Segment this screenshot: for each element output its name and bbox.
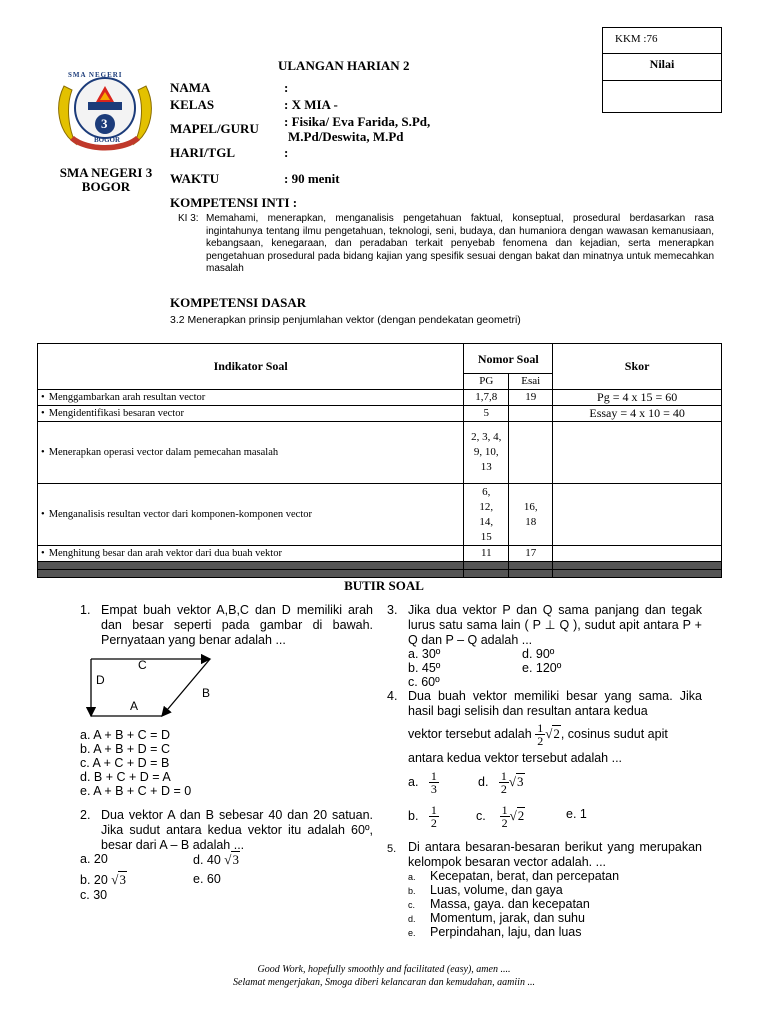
- q3-option-a[interactable]: a. 30º: [408, 647, 441, 661]
- kkm-box: [602, 27, 722, 113]
- skor-cell: [553, 546, 722, 562]
- table-row: [38, 484, 722, 546]
- q3-number: 3.: [387, 603, 398, 617]
- fraction-half: [500, 804, 510, 829]
- mapel-value-2: M.Pd/Deswita, M.Pd: [288, 129, 404, 144]
- ki-heading: KOMPETENSI INTI :: [170, 195, 298, 210]
- q1-option[interactable]: c. A + C + D = B: [80, 756, 170, 770]
- q2-option-d[interactable]: [193, 852, 240, 868]
- q1-vector-figure: [82, 652, 232, 724]
- q2-option-a[interactable]: a. 20: [80, 852, 108, 866]
- pg-cell: 11: [464, 546, 509, 562]
- logo-top-text: SMA NEGERI: [68, 71, 123, 79]
- q3-option-e[interactable]: e. 120º: [522, 661, 562, 675]
- q5-option-letter: d.: [408, 914, 416, 924]
- q4-option-b[interactable]: [408, 800, 439, 832]
- kd-text: 3.2 Menerapkan prinsip penjumlahan vektor (dengan pendekatan geometri): [170, 314, 521, 326]
- footer: [0, 963, 768, 989]
- school-name-block: [46, 166, 166, 194]
- q1-option[interactable]: d. B + C + D = A: [80, 770, 171, 784]
- q4-text-2a: vektor tersebut adalah: [408, 727, 532, 741]
- frac-num: 1: [501, 803, 508, 818]
- nama-label: NAMA: [170, 80, 211, 95]
- q5-text: Di antara besaran-besaran berikut yang merupakan kelompok besaran vector adalah. ...: [408, 840, 702, 869]
- q5-option[interactable]: Massa, gaya. dan kecepatan: [430, 897, 590, 911]
- esai-cell: 16, 18: [509, 484, 553, 546]
- table-shaded-row: [38, 562, 722, 570]
- frac-den: 2: [430, 816, 437, 831]
- sqrt-icon: √3: [224, 852, 239, 867]
- q1-option[interactable]: e. A + B + C + D = 0: [80, 784, 192, 798]
- waktu-label: WAKTU: [170, 171, 220, 186]
- hari-label: HARI/TGL: [170, 145, 236, 160]
- skor-cell: Pg = 4 x 15 = 60: [553, 390, 722, 406]
- skor-cell: [553, 422, 722, 484]
- q4-option-d[interactable]: [478, 766, 525, 798]
- ki-text: Memahami, menerapkan, menganalisis pengetahuan faktual, konseptual, prosedural berdasarkan rasa ingintahunya tentang ilmu pengetahuan, teknologi, seni, budaya, dan humaniora dengan wawasan kemanusiaan, kebangsaan, kenegaraan, dan peradaban terkait penyebab fenomena dan kejadian, serta menerapkan pengetahuan prosedural pada bidang kajian yang spesifik sesuai dengan bakat dan minatnya untuk memecahkan masalah: [206, 213, 714, 274]
- skor-cell: Essay = 4 x 10 = 40: [553, 406, 722, 422]
- kelas-label: KELAS: [170, 97, 215, 112]
- q4-option-d-label: d.: [478, 775, 489, 789]
- q1-number: 1.: [80, 603, 91, 617]
- q2-option-b-label: b. 20: [80, 873, 108, 887]
- ki-prefix: KI 3:: [178, 213, 199, 224]
- fig-label-d: D: [96, 673, 105, 687]
- indikator-cell: • Menggambarkan arah resultan vector: [38, 390, 464, 406]
- q5-option-letter: c.: [408, 900, 416, 910]
- butir-soal-heading: BUTIR SOAL: [344, 578, 424, 593]
- col-skor-header: Skor: [553, 344, 722, 390]
- fraction-half: [499, 770, 509, 795]
- col-esai-header: Esai: [509, 374, 553, 390]
- frac-num: 1: [537, 721, 544, 736]
- q5-option[interactable]: Perpindahan, laju, dan luas: [430, 925, 582, 939]
- exam-title: ULANGAN HARIAN 2: [278, 58, 410, 73]
- q4-option-a[interactable]: [408, 766, 439, 798]
- kkm-label: KKM :76: [603, 28, 721, 54]
- frac-num: 1: [430, 803, 437, 818]
- school-name: SMA NEGERI 3: [59, 165, 153, 180]
- fig-label-c: C: [138, 658, 147, 672]
- table-row: [38, 546, 722, 562]
- q5-option-letter: b.: [408, 886, 416, 896]
- frac-den: 3: [430, 782, 437, 797]
- footer-line-1: Good Work, hopefully smoothly and facilitated (easy), amen ....: [257, 964, 511, 975]
- school-city: BOGOR: [81, 179, 131, 194]
- logo-bottom-text: BOGOR: [94, 136, 121, 144]
- sqrt-icon: √3: [508, 774, 524, 789]
- frac-num: 1: [430, 769, 437, 784]
- radicand: 3: [517, 774, 524, 789]
- fig-label-a: A: [130, 699, 139, 713]
- q4-number: 4.: [387, 689, 398, 703]
- q5-option[interactable]: Luas, volume, dan gaya: [430, 883, 563, 897]
- esai-cell: [509, 406, 553, 422]
- q4-text-line2: [408, 719, 668, 749]
- fraction-half: [429, 804, 439, 829]
- table-row: [38, 422, 722, 484]
- footer-line-2: Selamat mengerjakan, Smoga diberi kelancaran dan kemudahan, aamiin ...: [233, 977, 535, 988]
- q2-option-d-label: d. 40: [193, 853, 221, 867]
- indicator-table: [37, 343, 722, 578]
- logo-number: 3: [101, 116, 108, 131]
- q2-option-e[interactable]: e. 60: [193, 872, 221, 886]
- fraction-half: [535, 722, 545, 747]
- q3-text: Jika dua vektor P dan Q sama panjang dan tegak lurus satu sama lain ( P ⊥ Q ), sudut apit antara P + Q dan P – Q adalah ...: [408, 603, 702, 647]
- q4-option-a-label: a.: [408, 775, 419, 789]
- mapel-label: MAPEL/GURU: [170, 121, 259, 136]
- fraction-third: [429, 770, 439, 795]
- col-pg-header: PG: [464, 374, 509, 390]
- pg-cell: 6, 12, 14, 15: [464, 484, 509, 546]
- q2-option-c[interactable]: c. 30: [80, 888, 108, 902]
- col-nomor-header: Nomor Soal: [464, 344, 553, 374]
- pg-cell: 2, 3, 4, 9, 10, 13: [464, 422, 509, 484]
- q4-text: Dua buah vektor memiliki besar yang sama. Jika hasil bagi selisih dan resultan antara kedua: [408, 689, 702, 718]
- sqrt-icon: √2: [545, 726, 560, 741]
- q4-option-e[interactable]: e. 1: [566, 807, 587, 821]
- q4-option-b-label: b.: [408, 809, 419, 823]
- indikator-cell: • Menganalisis resultan vector dari komponen-komponen vector: [38, 484, 464, 546]
- nama-value[interactable]: :: [284, 80, 289, 95]
- waktu-value: : 90 menit: [284, 171, 340, 186]
- radicand: 2: [553, 726, 560, 741]
- pg-cell: 1,7,8: [464, 390, 509, 406]
- q2-text: Dua vektor A dan B sebesar 40 dan 20 satuan. Jika sudut antara kedua vektor itu adalah 60º, besar dari A – B adalah ...: [101, 808, 373, 852]
- q1-option[interactable]: b. A + B + D = C: [80, 742, 170, 756]
- frac-den: 2: [537, 734, 544, 749]
- school-logo: [50, 66, 160, 156]
- q4-text-2b: , cosinus sudut apit: [560, 727, 668, 741]
- q2-number: 2.: [80, 808, 91, 822]
- table-row: [38, 406, 722, 422]
- q5-number: 5.: [387, 843, 397, 855]
- q4-text-line3: antara kedua vektor tersebut adalah ...: [408, 751, 623, 765]
- col-indikator-header: Indikator Soal: [38, 344, 464, 390]
- q3-option-b[interactable]: b. 45º: [408, 661, 441, 675]
- esai-cell: [509, 422, 553, 484]
- nilai-label: Nilai: [603, 54, 721, 81]
- frac-num: 1: [500, 769, 507, 784]
- mapel-value-1: : Fisika/ Eva Farida, S.Pd,: [284, 114, 431, 129]
- frac-den: 2: [501, 816, 508, 831]
- esai-cell: 19: [509, 390, 553, 406]
- q2-d-radicand: 3: [232, 852, 239, 867]
- pg-cell: 5: [464, 406, 509, 422]
- kd-heading: KOMPETENSI DASAR: [170, 295, 307, 310]
- q2-b-radicand: 3: [119, 872, 126, 887]
- q4-option-c-label: c.: [476, 809, 486, 823]
- hari-value[interactable]: :: [284, 145, 289, 160]
- q5-option-letter: e.: [408, 928, 416, 938]
- sqrt-icon: √3: [111, 872, 126, 887]
- table-row: [38, 390, 722, 406]
- indikator-cell: • Menerapkan operasi vector dalam pemecahan masalah: [38, 422, 464, 484]
- frac-den: 2: [500, 782, 507, 797]
- indikator-cell: • Menghitung besar dan arah vektor dari dua buah vektor: [38, 546, 464, 562]
- q4-option-c[interactable]: [476, 800, 525, 832]
- fig-label-b: B: [202, 686, 211, 700]
- table-shaded-row: [38, 570, 722, 578]
- q5-option[interactable]: Momentum, jarak, dan suhu: [430, 911, 585, 925]
- q3-option-d[interactable]: d. 90º: [522, 647, 555, 661]
- skor-cell: [553, 484, 722, 546]
- indikator-cell: • Mengidentifikasi besaran vector: [38, 406, 464, 422]
- nilai-field[interactable]: [603, 81, 721, 112]
- q5-option-letter: a.: [408, 872, 416, 882]
- q3-option-c[interactable]: c. 60º: [408, 675, 440, 689]
- radicand: 2: [517, 808, 525, 823]
- q5-option[interactable]: Kecepatan, berat, dan percepatan: [430, 869, 620, 883]
- esai-cell: 17: [509, 546, 553, 562]
- sqrt-icon: √2: [509, 808, 525, 823]
- q1-option[interactable]: a. A + B + C = D: [80, 728, 170, 742]
- q2-option-b[interactable]: [80, 872, 127, 888]
- kelas-value[interactable]: : X MIA -: [284, 97, 338, 112]
- q1-text: Empat buah vektor A,B,C dan D memiliki arah dan besar seperti pada gambar di bawah. Pernyataan yang benar adalah ...: [101, 603, 373, 647]
